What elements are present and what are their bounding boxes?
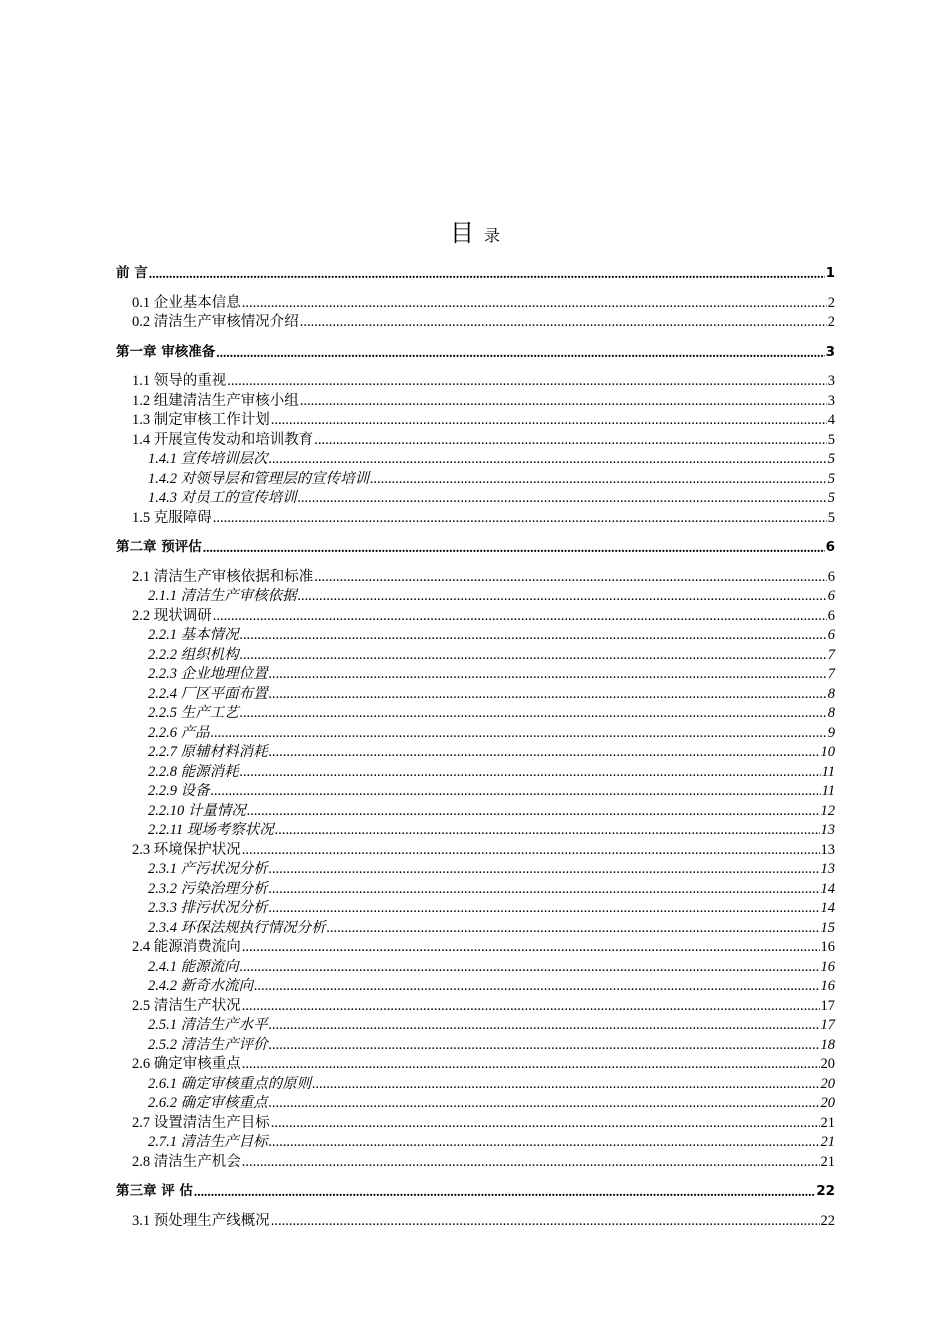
toc-leader-dots: [269, 665, 827, 685]
toc-section-entry[interactable]: [116, 1055, 835, 1075]
toc-page-number: 7: [827, 646, 835, 663]
toc-entry-label: 2.8 清洁生产机会: [132, 1153, 241, 1170]
toc-leader-dots: [269, 1094, 820, 1114]
toc-leader-dots: [242, 294, 827, 314]
toc-page-number: 16: [820, 939, 835, 955]
toc-subsection-entry[interactable]: [116, 587, 835, 607]
toc-page-number: 13: [820, 822, 835, 838]
toc-chapter-entry[interactable]: [116, 264, 835, 284]
toc-leader-dots: [269, 1036, 820, 1056]
toc-leader-dots: [242, 938, 820, 958]
toc-subsection-entry[interactable]: [116, 763, 835, 783]
toc-entry-label: 2.6.1 确定审核重点的原则: [148, 1075, 312, 1092]
toc-subsection-entry[interactable]: [116, 919, 835, 939]
toc-entry-label: 2.6 确定审核重点: [132, 1056, 241, 1072]
toc-entry-label: 2.7.1 清洁生产目标: [148, 1134, 268, 1150]
toc-subsection-entry[interactable]: [116, 470, 835, 490]
toc-subsection-entry[interactable]: [116, 489, 835, 509]
toc-entry-label: 2.4 能源消费流向: [132, 939, 241, 955]
toc-entry-label: 2.5.1 清洁生产水平: [148, 1017, 268, 1033]
toc-section-entry[interactable]: [116, 372, 835, 392]
toc-subsection-entry[interactable]: [116, 958, 835, 978]
toc-entry-label: 1.4.2 对领导层和管理层的宣传培训: [148, 470, 370, 487]
toc-page-number: 6: [827, 607, 835, 624]
toc-page-number: 7: [827, 666, 835, 682]
toc-page-number: 9: [827, 724, 835, 741]
toc-leader-dots: [216, 343, 824, 363]
toc-entry-label: 2.5.2 清洁生产评价: [148, 1036, 268, 1053]
toc-leader-dots: [269, 899, 820, 919]
toc-chapter-entry[interactable]: [116, 538, 835, 558]
toc-leader-dots: [314, 431, 827, 451]
toc-page-number: 5: [827, 509, 835, 526]
toc-leader-dots: [242, 1153, 820, 1173]
toc-entry-label: 2.3.3 排污状况分析: [148, 900, 268, 916]
toc-subsection-entry[interactable]: [116, 626, 835, 646]
toc-page-number: 11: [821, 783, 835, 799]
toc-leader-dots: [269, 685, 827, 705]
toc-page-number: 5: [827, 470, 835, 487]
toc-leader-dots: [298, 587, 827, 607]
title-main: 目: [449, 219, 474, 247]
toc-leader-dots: [240, 958, 820, 978]
toc-entry-label: 2.2.6 产品: [148, 724, 210, 741]
toc-page-number: 6: [827, 588, 835, 604]
toc-leader-dots: [240, 646, 827, 666]
toc-leader-dots: [300, 313, 827, 333]
toc-subsection-entry[interactable]: [116, 899, 835, 919]
toc-page-number: 5: [827, 431, 835, 448]
toc-subsection-entry[interactable]: [116, 1075, 835, 1095]
toc-entry-label: 3.1 预处理生产线概况: [132, 1212, 270, 1229]
toc-page-number: 18: [820, 1036, 835, 1053]
toc-entry-label: 1.1 领导的重视: [132, 373, 227, 389]
toc-leader-dots: [275, 821, 820, 841]
toc-chapter-entry[interactable]: [116, 343, 835, 363]
toc-page-number: 20: [820, 1095, 835, 1111]
toc-section-entry[interactable]: [116, 411, 835, 431]
toc-leader-dots: [298, 489, 827, 509]
toc-entry-label: 第一章 审核准备: [116, 343, 216, 360]
toc-section-entry[interactable]: [116, 607, 835, 627]
toc-leader-dots: [242, 841, 820, 861]
toc-page-number: 6: [827, 568, 835, 585]
toc-page-number: 2: [827, 314, 835, 330]
toc-page-number: 16: [820, 958, 835, 975]
toc-page-number: 17: [820, 997, 835, 1014]
toc-page-number: 14: [820, 880, 835, 897]
toc-page-number: 20: [820, 1056, 835, 1072]
toc-leader-dots: [269, 880, 820, 900]
toc-entry-label: 2.3.4 环保法规执行情况分析: [148, 919, 326, 936]
toc-leader-dots: [213, 509, 827, 529]
toc-section-entry[interactable]: [116, 313, 835, 333]
toc-subsection-entry[interactable]: [116, 1094, 835, 1114]
toc-entry-label: 1.2 组建清洁生产审核小组: [132, 392, 299, 409]
toc-leader-dots: [247, 802, 820, 822]
toc-section-entry[interactable]: [116, 1153, 835, 1173]
toc-chapter-entry[interactable]: [116, 1182, 835, 1202]
toc-leader-dots: [269, 860, 820, 880]
toc-page-number: 8: [827, 705, 835, 721]
toc-leader-dots: [314, 568, 827, 588]
toc-section-entry[interactable]: [116, 509, 835, 529]
toc-page-number: 1: [825, 265, 835, 281]
toc-section-entry[interactable]: [116, 568, 835, 588]
page-title: [0, 213, 950, 248]
toc-entry-label: 第二章 预评估: [116, 539, 202, 555]
toc-leader-dots: [254, 977, 819, 997]
toc-leader-dots: [240, 626, 827, 646]
toc-subsection-entry[interactable]: [116, 821, 835, 841]
toc-entry-label: 第三章 评 估: [116, 1183, 193, 1199]
toc-leader-dots: [370, 470, 827, 490]
toc-entry-label: 2.2.11 现场考察状况: [148, 822, 274, 838]
toc-page-number: 3: [827, 373, 835, 389]
toc-page-number: 5: [827, 490, 835, 506]
toc-page-number: 21: [820, 1114, 835, 1131]
toc-page-number: 12: [820, 802, 835, 819]
toc-leader-dots: [240, 763, 821, 783]
toc-leader-dots: [271, 411, 827, 431]
toc-entry-label: 2.4.1 能源流向: [148, 958, 239, 975]
toc-entry-label: 2.2.5 生产工艺: [148, 705, 239, 721]
toc-entry-label: 1.4 开展宣传发动和培训教育: [132, 431, 314, 448]
toc-page-number: 17: [820, 1017, 835, 1033]
toc-entry-label: 0.1 企业基本信息: [132, 294, 241, 311]
toc-entry-label: 1.3 制定审核工作计划: [132, 412, 270, 428]
toc-page-number: 13: [820, 841, 835, 858]
toc-leader-dots: [312, 1075, 819, 1095]
toc-subsection-entry[interactable]: [116, 1036, 835, 1056]
toc-entry-label: 2.3.1 产污状况分析: [148, 861, 268, 877]
toc-leader-dots: [194, 1182, 815, 1202]
toc-section-entry[interactable]: [116, 938, 835, 958]
toc-page-number: 5: [827, 451, 835, 467]
toc-section-entry[interactable]: [116, 431, 835, 451]
toc-section-entry[interactable]: [116, 1114, 835, 1134]
toc-page-number: 16: [820, 978, 835, 994]
toc-entry-label: 1.4.1 宣传培训层次: [148, 451, 268, 467]
toc-leader-dots: [211, 724, 827, 744]
toc-leader-dots: [271, 1114, 820, 1134]
toc-page-number: 14: [820, 900, 835, 916]
toc-page-number: 22: [816, 1183, 835, 1199]
toc-entry-label: 2.2.4 厂区平面布置: [148, 685, 268, 702]
toc-leader-dots: [213, 607, 827, 627]
toc-entry-label: 2.2.1 基本情况: [148, 627, 239, 643]
toc-leader-dots: [203, 538, 825, 558]
toc-page-number: 3: [827, 392, 835, 409]
toc-page-number: 21: [820, 1153, 835, 1170]
toc-subsection-entry[interactable]: [116, 665, 835, 685]
toc-entry-label: 2.2.8 能源消耗: [148, 763, 239, 780]
toc-subsection-entry[interactable]: [116, 685, 835, 705]
title-sub: 录: [483, 226, 500, 245]
toc-entry-label: 2.6.2 确定审核重点: [148, 1095, 268, 1111]
toc-subsection-entry[interactable]: [116, 860, 835, 880]
toc-page-number: 8: [827, 685, 835, 702]
toc-section-entry[interactable]: [116, 1212, 835, 1232]
toc-entry-label: 2.5 清洁生产状况: [132, 997, 241, 1014]
toc-leader-dots: [271, 1212, 820, 1232]
toc-subsection-entry[interactable]: [116, 1016, 835, 1036]
toc-page-number: 13: [820, 861, 835, 877]
toc-entry-label: 2.2 现状调研: [132, 607, 212, 624]
toc-entry-label: 前 言: [116, 265, 148, 281]
table-of-contents: [116, 264, 835, 1231]
toc-page-number: 15: [820, 919, 835, 936]
toc-section-entry[interactable]: [116, 392, 835, 412]
toc-entry-label: 2.2.10 计量情况: [148, 802, 246, 819]
toc-page-number: 4: [827, 412, 835, 428]
toc-leader-dots: [240, 704, 827, 724]
toc-entry-label: 2.2.3 企业地理位置: [148, 666, 268, 682]
toc-leader-dots: [242, 997, 820, 1017]
toc-subsection-entry[interactable]: [116, 802, 835, 822]
toc-page-number: 21: [820, 1134, 835, 1150]
toc-entry-label: 2.1 清洁生产审核依据和标准: [132, 568, 314, 585]
toc-entry-label: 2.2.7 原辅材料消耗: [148, 744, 268, 760]
toc-leader-dots: [269, 743, 820, 763]
toc-leader-dots: [269, 450, 827, 470]
toc-entry-label: 1.5 克服障碍: [132, 509, 212, 526]
toc-subsection-entry[interactable]: [116, 704, 835, 724]
toc-entry-label: 2.2.9 设备: [148, 783, 210, 799]
toc-entry-label: 2.3 环境保护状况: [132, 841, 241, 858]
toc-page-number: 6: [825, 539, 835, 555]
toc-leader-dots: [269, 1016, 820, 1036]
toc-page-number: 20: [820, 1075, 835, 1092]
toc-section-entry[interactable]: [116, 294, 835, 314]
toc-page-number: 6: [827, 627, 835, 643]
toc-page-number: 10: [820, 744, 835, 760]
toc-entry-label: 2.4.2 新奇水流向: [148, 978, 254, 994]
toc-leader-dots: [149, 264, 825, 284]
toc-leader-dots: [227, 372, 827, 392]
toc-page-number: 2: [827, 294, 835, 311]
toc-entry-label: 1.4.3 对员工的宣传培训: [148, 490, 297, 506]
toc-subsection-entry[interactable]: [116, 880, 835, 900]
toc-subsection-entry[interactable]: [116, 450, 835, 470]
toc-subsection-entry[interactable]: [116, 977, 835, 997]
toc-leader-dots: [242, 1055, 820, 1075]
toc-page-number: 3: [825, 343, 835, 360]
toc-subsection-entry[interactable]: [116, 724, 835, 744]
toc-entry-label: 2.2.2 组织机构: [148, 646, 239, 663]
toc-leader-dots: [327, 919, 820, 939]
toc-entry-label: 2.7 设置清洁生产目标: [132, 1114, 270, 1131]
toc-section-entry[interactable]: [116, 841, 835, 861]
toc-entry-label: 2.1.1 清洁生产审核依据: [148, 588, 297, 604]
toc-section-entry[interactable]: [116, 997, 835, 1017]
toc-subsection-entry[interactable]: [116, 646, 835, 666]
toc-subsection-entry[interactable]: [116, 743, 835, 763]
toc-leader-dots: [300, 392, 827, 412]
toc-subsection-entry[interactable]: [116, 782, 835, 802]
toc-page-number: 11: [821, 763, 835, 780]
toc-leader-dots: [269, 1133, 820, 1153]
toc-entry-label: 2.3.2 污染治理分析: [148, 880, 268, 897]
toc-leader-dots: [211, 782, 821, 802]
toc-subsection-entry[interactable]: [116, 1133, 835, 1153]
toc-entry-label: 0.2 清洁生产审核情况介绍: [132, 314, 299, 330]
toc-page-number: 22: [820, 1212, 835, 1229]
